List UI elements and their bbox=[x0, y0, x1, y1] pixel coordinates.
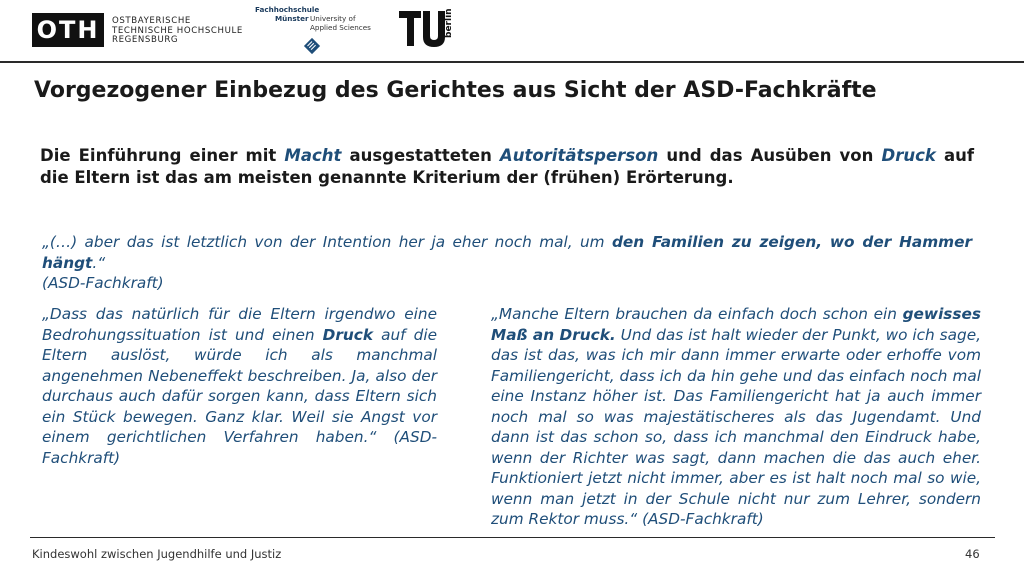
oth-logo-text: OTH bbox=[36, 16, 100, 44]
quote-2-text-a: „Dass das natürlich für die Eltern irgendwo eine Bedrohungssituation ist und einen bbox=[42, 305, 437, 344]
oth-name-line-2: TECHNISCHE HOCHSCHULE bbox=[112, 25, 243, 36]
quote-3-emphasis: gewisses Maß an Druck. bbox=[491, 305, 981, 344]
tu-berlin-logo bbox=[397, 8, 457, 50]
oth-name-line-1: OSTBAYERISCHE bbox=[112, 16, 191, 26]
fh-muenster-logo bbox=[255, 5, 375, 59]
footer-divider bbox=[30, 537, 995, 538]
intro-highlight-macht: Macht bbox=[284, 146, 342, 165]
intro-text-2: ausgestatteten bbox=[341, 146, 500, 165]
quote-3-text-c: Und das ist halt wieder der Punkt, wo ich sage, das ist das, was ich mir dann immer erwarte oder erhoffe vom Familiengericht, dass ich da hin gehe und das einfach noch mal eine Instanz höher ist. Das Familiengericht hat ja auch immer noch mal so was majestätischeres als das Jugendamt. Und dann ist das schon so, dass ich manchmal den Eindruck habe, wenn der Richter was sagt, dann machen die das auch eher. Funktioniert jetzt nicht immer, aber es ist halt noch mal so wie, wenn man jetzt in der Schule nicht nur zum Lehrer, sondern zum Rektor muss.“ (ASD-Fachkraft) bbox=[491, 325, 981, 528]
quote-bedrohungssituation bbox=[42, 304, 437, 468]
quote-2-text-c: auf die Eltern auslöst, würde ich als manchmal angenehmen Nebeneffekt beschreiben. Ja, also der durchaus auch dafür sorgen kann, dass Eltern sich ein Stück bewegen. Ganz klar. Weil sie Angst vor einem gerichtlichen Verfahren haben.“ (ASD-Fachkraft) bbox=[42, 325, 437, 467]
quote-hammer bbox=[42, 232, 972, 294]
intro-text-3: und das Ausüben von bbox=[658, 146, 882, 165]
oth-name bbox=[112, 17, 243, 46]
quote-1-text-a: „(…) aber das ist letztlich von der Intention her ja eher noch mal, um bbox=[42, 233, 612, 251]
quote-1-source: (ASD-Fachkraft) bbox=[42, 274, 164, 292]
quote-3-text-a: „Manche Eltern brauchen da einfach doch schon ein bbox=[491, 305, 903, 323]
intro-text-1: Die Einführung einer mit bbox=[40, 146, 285, 165]
quote-1-text-c: .“ bbox=[92, 253, 106, 272]
fh-emblem-icon bbox=[303, 37, 321, 55]
fh-uni-line-1: University of bbox=[310, 14, 356, 23]
fh-name-line-2: Münster bbox=[275, 14, 309, 23]
oth-name-line-3: REGENSBURG bbox=[112, 35, 179, 45]
intro-highlight-autoritaetsperson: Autoritätsperson bbox=[499, 146, 659, 165]
quote-2-emphasis: Druck bbox=[322, 325, 374, 344]
tu-berlin-logo-text: berlin bbox=[444, 8, 454, 38]
intro-statement bbox=[40, 145, 974, 189]
slide-title: Vorgezogener Einbezug des Gerichtes aus Sicht der ASD-Fachkräfte bbox=[34, 78, 877, 103]
header-divider bbox=[0, 61, 1024, 63]
oth-logo bbox=[32, 13, 104, 47]
fh-name-line-1: Fachhochschule bbox=[255, 5, 320, 14]
page-number: 46 bbox=[965, 547, 980, 561]
quote-familiengericht bbox=[491, 304, 981, 530]
intro-highlight-druck: Druck bbox=[881, 146, 936, 165]
fh-university-label bbox=[310, 14, 371, 32]
fh-uni-line-2: Applied Sciences bbox=[310, 23, 371, 32]
quote-1-emphasis: den Familien zu zeigen, wo der Hammer hängt bbox=[42, 233, 973, 272]
intro-text-4: auf die Eltern ist das am meisten genannte Kriterium der (frühen) Erörterung. bbox=[40, 146, 975, 187]
footer-title: Kindeswohl zwischen Jugendhilfe und Justiz bbox=[32, 547, 282, 561]
